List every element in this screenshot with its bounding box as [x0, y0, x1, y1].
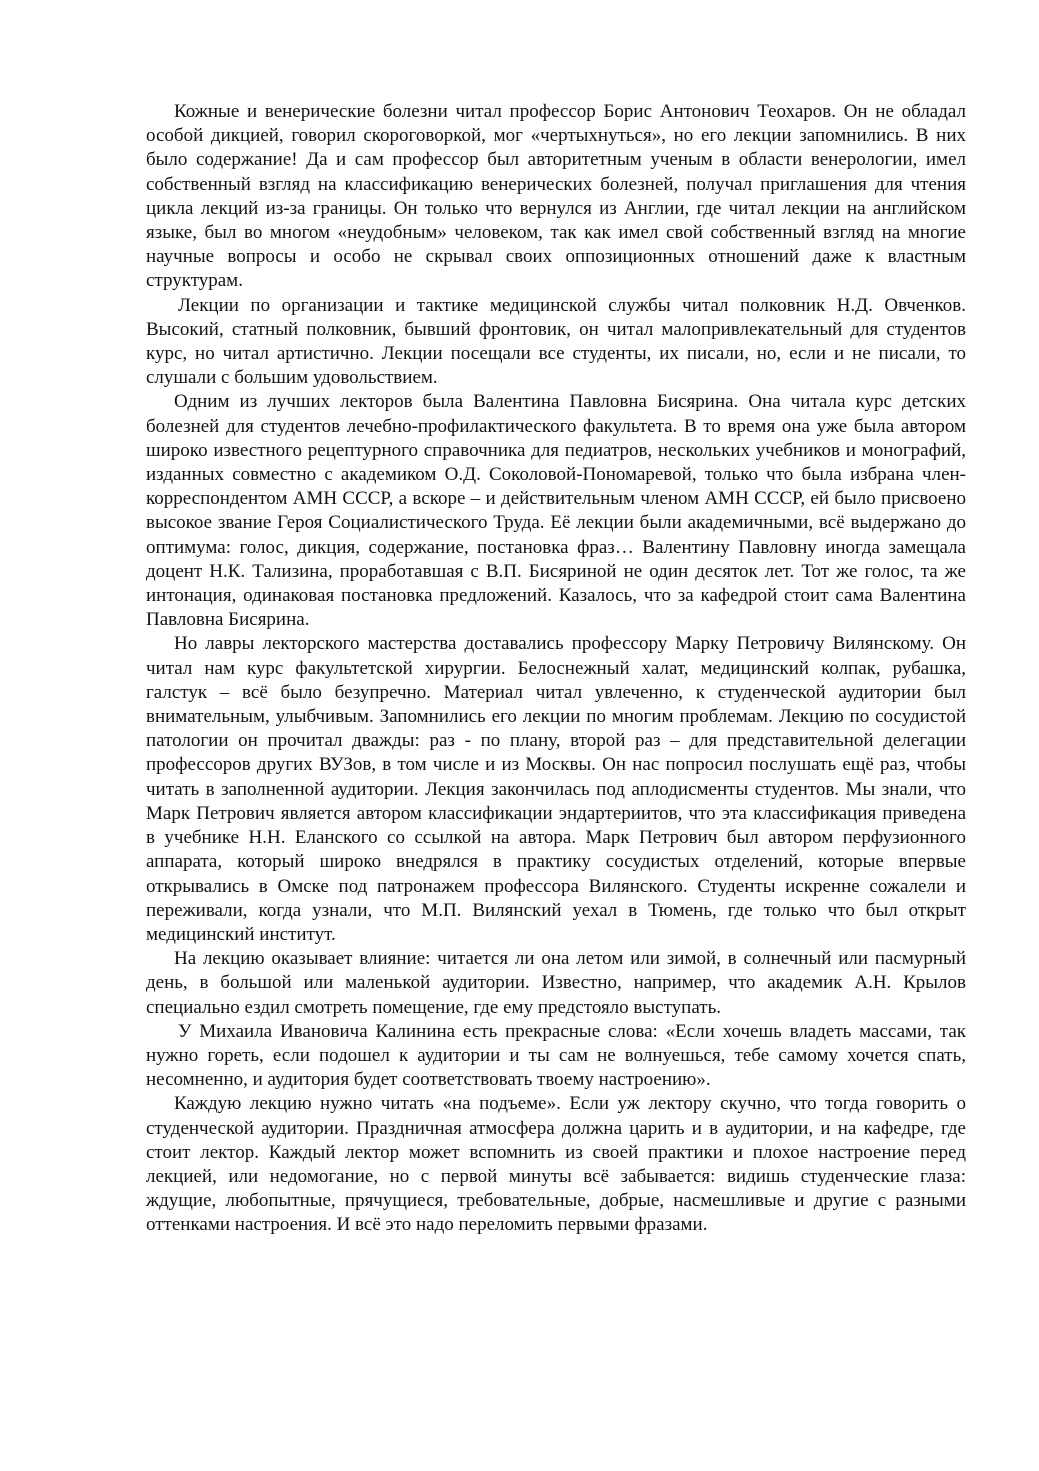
- paragraph-lecture-influence: На лекцию оказывает влияние: читается ли она летом или зимой, в солнечный или пасмурный день, в большой или маленькой аудитории. Известно, например, что академик А.Н. Крылов специально ездил смотреть помещение, где ему предстояло выступать.: [146, 948, 966, 1018]
- paragraph-teokharov: Кожные и венерические болезни читал профессор Борис Антонович Теохаров. Он не обладал особой дикцией, говорил скороговоркой, мог «чертыхнуться», но его лекции запомнились. В них было содержание! Да и сам профессор был авторитетным ученым в области венерологии, имел собственный взгляд на классификацию венерических болезней, получал приглашения для чтения цикла лекций из-за границы. Он только что вернулся из Англии, где читал лекции на английском языке, был во многом «неудобным» человеком, так как имел свой собственный взгляд на многие научные вопросы и особо не скрывал своих оппозиционных отношений даже к властным структурам.: [146, 101, 966, 292]
- paragraph-ovchenkov: Лекции по организации и тактике медицинской службы читал полковник Н.Д. Овченков. Высокий, статный полковник, бывший фронтовик, он читал малопривлекательный для студентов курс, но читал артистично. Лекции посещали все студенты, их писали, но, если и не писали, то слушали с большим удовольствием.: [146, 294, 966, 389]
- paragraph-vilyansky: Но лавры лекторского мастерства доставались профессору Марку Петровичу Вилянскому. Он читал нам курс факультетской хирургии. Белоснежный халат, медицинский колпак, рубашка, галстук – всё было безупречно. Материал читал увлеченно, к студенческой аудитории был внимательным, улыбчивым. Запомнились его лекции по многим проблемам. Лекцию по сосудистой патологии он прочитал дважды: раз - по плану, второй раз – для представительной делегации профессоров других ВУЗов, в том числе и из Москвы. Он нас попросил послушать ещё раз, чтобы читать в заполненной аудитории. Лекция закончилась под аплодисменты студентов. Мы знали, что Марк Петрович является автором классификации эндартериитов, что эта классификация приведена в учебнике Н.Н. Еланского со ссылкой на автора. Марк Петрович был автором перфузионного аппарата, который широко внедрялся в практику сосудистых отделений, которые впервые открывались в Омске под патронажем профессора Вилянского. Студенты искренне сожалели и переживали, когда узнали, что М.П. Вилянский уехал в Тюмень, где только что был открыт медицинский институт.: [146, 633, 966, 945]
- document-page: [146, 100, 966, 1238]
- paragraph-kalinin-quote: У Михаила Ивановича Калинина есть прекрасные слова: «Если хочешь владеть массами, так нужно гореть, если подошел к аудитории и ты сам не волнуешься, тебе самому хочется спать, несомненно, и аудитория будет соответствовать твоему настроению».: [146, 1020, 966, 1091]
- paragraph-lecture-mood: Каждую лекцию нужно читать «на подъеме». Если уж лектору скучно, что тогда говорить о студенческой аудитории. Праздничная атмосфера должна царить и в аудитории, и на кафедре, где стоит лектор. Каждый лектор может вспомнить из своей практики и плохое настроение перед лекцией, или недомогание, но с первой минуты всё забывается: видишь студенческие глаза: ждущие, любопытные, прячущиеся, требовательные, добрые, насмешливые и другие с разными оттенками настроения. И всё это надо переломить первыми фразами.: [146, 1093, 966, 1236]
- paragraph-bisyarina: Одним из лучших лекторов была Валентина Павловна Бисярина. Она читала курс детских болезней для студентов лечебно-профилактического факультета. В то время она уже была автором широко известного рецептурного справочника для педиатров, нескольких учебников и монографий, изданных совместно с академиком О.Д. Соколовой-Пономаревой, только что была избрана член-корреспондентом АМН СССР, а вскоре – и действительным членом АМН СССР, ей было присвоено высокое звание Героя Социалистического Труда. Её лекции были академичными, всё выдержано до оптимума: голос, дикция, содержание, постановка фраз… Валентину Павловну иногда замещала доцент Н.К. Тализина, проработавшая с В.П. Бисяриной не один десяток лет. Тот же голос, та же интонация, одинаковая постановка предложений. Казалось, что за кафедрой стоит сама Валентина Павловна Бисярина.: [146, 391, 966, 631]
